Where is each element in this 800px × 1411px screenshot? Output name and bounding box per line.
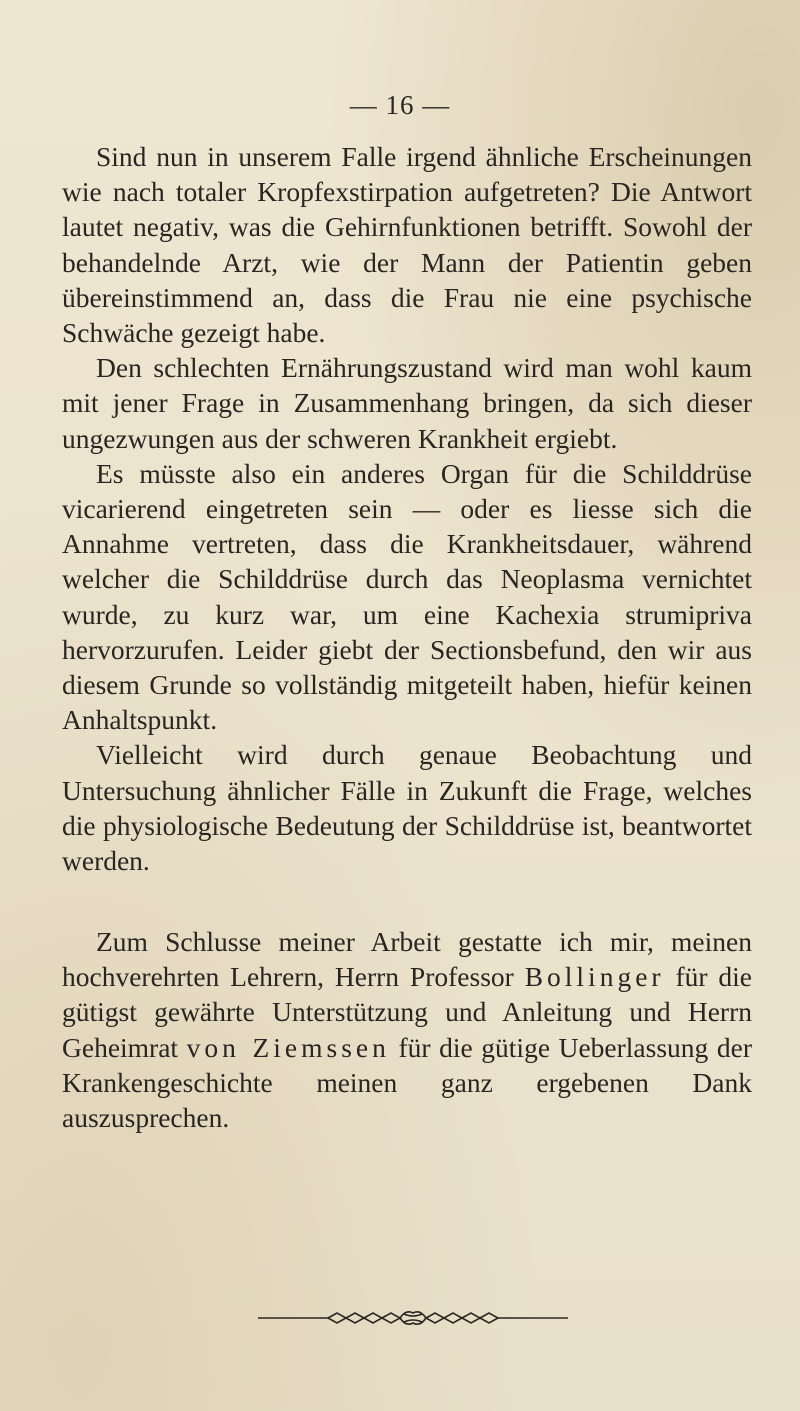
page-number: — 16 — [349,90,451,120]
acknowledgement [62,924,752,1135]
paragraph-3: Es müsste also ein anderes Organ für die Schilddrüse vicarierend eingetreten sein — oder es liesse sich die Annahme vertreten, dass die Krankheitsdauer, während welcher die Schilddrüse durch das Neoplasma vernichtet wurde, zu kurz war, um eine Kachexia strumipriva hervorzurufen. Leider giebt der Sectionsbefund, den wir aus diesem Grunde so vollständig mitgeteilt haben, hiefür keinen Anhaltspunkt. [62,457,752,736]
acknowledgement-part-3: für die gütige Ueberlassung der Krankengeschichte meinen ganz ergebenen Dank auszusprechen. [62,1031,752,1134]
acknowledgement-part-1: Zum Schlusse meiner Arbeit gestatte ich mir, meinen hochverehrten Lehrern, Herrn Professor [62,926,752,993]
paragraph-1: Sind nun in unserem Falle irgend ähnliche Erscheinungen wie nach totaler Kropfexstirpation aufgetreten? Die Antwort lautet negativ, was die Gehirnfunktionen betrifft. Sowohl der behandelnde Arzt, wie der Mann der Patientin geben übereinstimmend an, dass die Frau nie eine psychische Schwäche gezeigt habe. [62,141,752,349]
acknowledgement-part-2: für die gütigst gewährte Unterstützung und Anleitung und Herrn Geheimrat [62,961,752,1063]
acknowledgement-paragraph [62,924,752,1135]
paragraph-2: Den schlechten Ernährungszustand wird man wohl kaum mit jener Frage in Zusammenhang bringen, da sich dieser ungezwungen aus der schweren Krankheit ergiebt. [62,352,752,454]
geheimrat-name: von Ziemssen [186,1031,390,1063]
ornament-divider-icon [258,1303,568,1333]
ornament-divider [258,1303,568,1333]
main-text [62,139,752,878]
professor-name: Bollinger [524,961,665,993]
paragraph-4: Vielleicht wird durch genaue Beobachtung und Untersuchung ähnlicher Fälle in Zukunft die Frage, welches die physiologische Bedeutung der Schilddrüse ist, beantwortet werden. [62,739,752,877]
